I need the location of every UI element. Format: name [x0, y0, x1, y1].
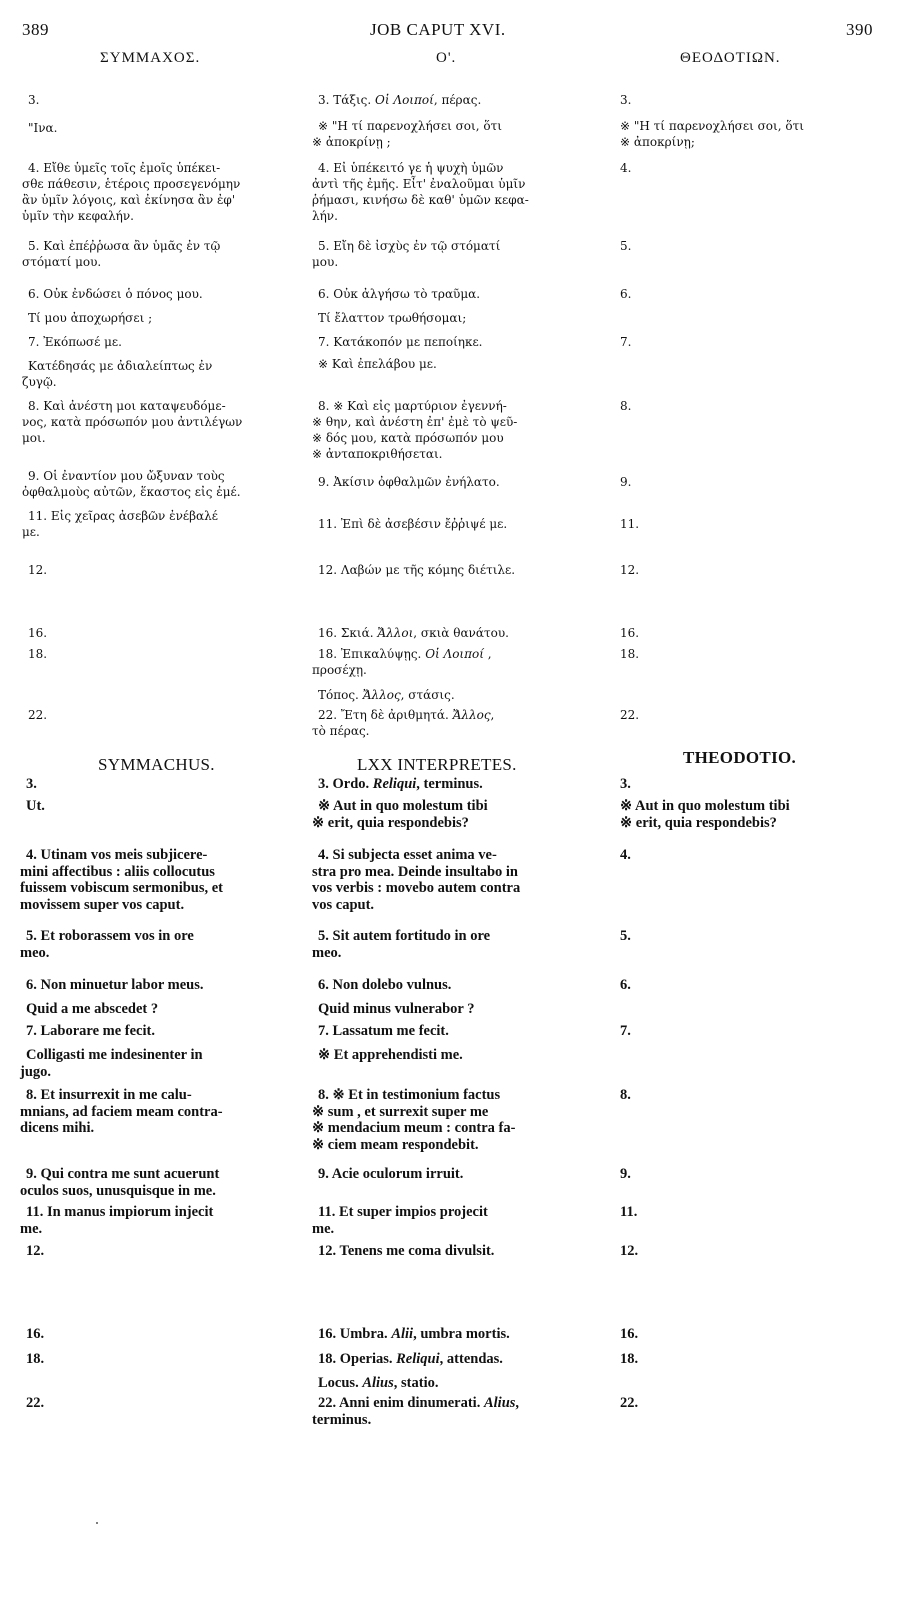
entry-line: ※ Aut in quo molestum tibi	[318, 798, 488, 814]
entry-line: 7.	[620, 335, 632, 349]
entry-line: Τί μου ἀποχωρήσει ;	[28, 311, 153, 325]
entry-line: ※ erit, quia respondebis?	[312, 814, 469, 831]
entry-line: stra pro mea. Deinde insultabo in	[312, 863, 518, 880]
entry-line: 9.	[620, 1166, 631, 1182]
entry-line: fuissem vobiscum sermonibus, et	[20, 880, 224, 896]
entry-line: 6.	[620, 287, 632, 301]
entry-line: λήν.	[312, 209, 338, 223]
entry-line: 16.	[26, 1326, 45, 1342]
entry-line: 22.	[620, 708, 640, 722]
entry-line: ※ "Η τί παρενοχλήσει σοι, ὅτι	[318, 119, 502, 133]
entry-line: ※ erit, quia respondebis?	[620, 814, 777, 831]
entry-line: meo.	[20, 944, 50, 961]
entry-line: ※ δός μου, κατὰ πρόσωπόν μου	[312, 431, 504, 445]
entry-line: 6. Οὐκ ἐνδώσει ὁ πόνος μου.	[28, 287, 203, 301]
entry-line: 9. Qui contra me sunt acuerunt	[26, 1166, 220, 1182]
entry-line: 18. Operias. Reliqui, attendas.	[318, 1351, 503, 1367]
entry-line: ※ sum , et surrexit super me	[312, 1103, 489, 1120]
entry-line: 8. ※ Et in testimonium factus	[318, 1087, 501, 1103]
entry-line: 16. Σκιά. Ἄλλοι, σκιὰ θανάτου.	[318, 626, 509, 640]
entry-line: "Ινα.	[28, 121, 58, 135]
entry-line: ※ ἀποκρίνῃ;	[620, 135, 695, 149]
entry-line: στόματί μου.	[22, 255, 102, 269]
entry-line: 22.	[26, 1395, 45, 1411]
entry-line: ※ mendacium meum : contra fa-	[312, 1120, 516, 1136]
entry-line: 3.	[28, 93, 40, 107]
entry-line: 18.	[28, 647, 48, 661]
entry-line: ζυγῷ.	[22, 375, 57, 389]
entry-line: ἂν ὑμῖν λόγοις, καὶ ἐκίνησα ἂν ἐφ'	[22, 193, 236, 207]
entry-line: 4. Εἴθε ὑμεῖς τοῖς ἐμοῖς ὑπέκει-	[28, 161, 221, 175]
entry-line: 16. Umbra. Alii, umbra mortis.	[318, 1326, 510, 1342]
entry-line: 22.	[28, 708, 48, 722]
entry-line: 3. Ordo. Reliqui, terminus.	[318, 776, 483, 792]
entry-line: me.	[312, 1220, 335, 1237]
entry-line: μοι.	[22, 431, 46, 445]
entry-line: ὑμῖν τὴν κεφαλήν.	[22, 209, 134, 223]
entry-line: 18.	[620, 1351, 639, 1367]
entry-line: 5.	[620, 239, 632, 253]
entry-line: Τόπος. Ἄλλος, στάσις.	[318, 688, 455, 702]
entry-line: 5. Sit autem fortitudo in ore	[318, 928, 491, 944]
entry-line: 16.	[620, 626, 640, 640]
entry-line: 5. Καὶ ἐπέῤῥωσα ἂν ὑμᾶς ἐν τῷ	[28, 239, 221, 253]
entry-line: Τί ἔλαττον τρωθήσομαι;	[318, 311, 467, 325]
entry-line: 7. Κατάκοπόν με πεποίηκε.	[318, 335, 483, 349]
entry-line: 7.	[620, 1023, 631, 1039]
entry-line: 8. ※ Καὶ εἰς μαρτύριον ἐγεννή-	[318, 399, 507, 413]
greek-title-symmachus: ΣΥΜΜΑΧΟΣ.	[100, 50, 201, 66]
entry-line: ὀφθαλμοὺς αὐτῶν, ἕκαστος εἰς ἐμέ.	[22, 485, 241, 499]
entry-line: 6. Non minuetur labor meus.	[26, 977, 204, 993]
entry-line: 12.	[620, 1243, 639, 1259]
entry-line: 9. Acie oculorum irruit.	[318, 1166, 464, 1182]
entry-line: 11.	[620, 517, 640, 531]
entry-line: oculos suos, unusquisque in me.	[20, 1182, 216, 1199]
entry-line: 11.	[620, 1204, 638, 1220]
entry-line: σθε πάθεσιν, ἑτέροις προσεγενόμην	[22, 177, 241, 191]
entry-line: 3.	[620, 93, 632, 107]
entry-line: 5.	[620, 928, 631, 944]
entry-line: 8. Καὶ ἀνέστη μοι καταψευδόμε-	[28, 399, 226, 413]
entry-line: 11. In manus impiorum injecit	[26, 1204, 214, 1220]
entry-line: 12.	[28, 563, 48, 577]
entry-line: vos verbis : movebo autem contra	[312, 880, 521, 896]
entry-line: 4.	[620, 161, 632, 175]
entry-line: 6.	[620, 977, 631, 993]
entry-line: 6. Οὐκ ἀλγήσω τὸ τραῦμα.	[318, 287, 481, 301]
latin-title-symmachus: SYMMACHUS.	[98, 755, 215, 774]
entry-line: vos caput.	[312, 896, 375, 913]
entry-line: 16.	[28, 626, 48, 640]
entry-line: dicens mihi.	[20, 1120, 95, 1136]
entry-line: 22. Anni enim dinumerati. Alius,	[318, 1395, 520, 1411]
entry-line: με.	[22, 525, 40, 539]
entry-line: 5. Εἴη δὲ ἰσχὺς ἐν τῷ στόματί	[318, 239, 501, 253]
entry-line: 22.	[620, 1395, 639, 1411]
entry-line: 3.	[620, 776, 631, 792]
entry-line: ※ Καὶ ἐπελάβου με.	[318, 357, 437, 371]
entry-line: ※ Aut in quo molestum tibi	[620, 798, 790, 814]
page-number-right: 390	[846, 20, 873, 39]
stray-dot	[96, 1522, 98, 1524]
entry-line: 12. Λαβών με τῆς κόμης διέτιλε.	[318, 563, 516, 577]
running-title: JOB CAPUT XVI.	[370, 20, 506, 39]
entry-line: ※ ἀποκρίνῃ ;	[312, 135, 391, 149]
entry-line: Locus. Alius, statio.	[318, 1375, 439, 1391]
entry-line: ※ ciem meam respondebit.	[312, 1136, 479, 1153]
entry-line: 11. Εἰς χεῖρας ἀσεβῶν ἐνέβαλέ	[28, 509, 218, 523]
entry-line: 9.	[620, 475, 632, 489]
entry-line: Colligasti me indesinenter in	[26, 1047, 203, 1063]
entry-line: 8.	[620, 399, 632, 413]
entry-line: me.	[20, 1220, 43, 1237]
entry-line: 11. Et super impios projecit	[318, 1204, 488, 1220]
entry-line: τὸ πέρας.	[312, 724, 370, 738]
entry-line: Κατέδησάς με ἀδιαλείπτως ἐν	[28, 359, 213, 373]
entry-line: 8. Et insurrexit in me calu-	[26, 1087, 192, 1103]
entry-line: 9. Οἱ ἐναντίον μου ὤξυναν τοὺς	[28, 469, 225, 483]
entry-line: 7. Ἐκόπωσέ με.	[28, 335, 122, 349]
entry-line: 7. Lassatum me fecit.	[318, 1023, 449, 1039]
entry-line: 8.	[620, 1087, 631, 1103]
entry-line: 5. Et roborassem vos in ore	[26, 928, 194, 944]
entry-line: 12.	[26, 1243, 45, 1259]
entry-line: 6. Non dolebo vulnus.	[318, 977, 452, 993]
entry-line: jugo.	[20, 1063, 52, 1080]
entry-line: mnians, ad faciem meam contra-	[20, 1103, 223, 1120]
latin-title-theodotion: THEODOTIO.	[683, 748, 797, 767]
entry-line: Quid minus vulnerabor ?	[318, 1001, 475, 1017]
entry-line: mini affectibus : aliis collocutus	[20, 863, 215, 880]
entry-line: 3.	[26, 776, 37, 792]
page-number-left: 389	[22, 20, 49, 39]
entry-line: μου.	[312, 255, 339, 269]
entry-line: 9. Ἀκίσιν ὀφθαλμῶν ἐνήλατο.	[318, 475, 500, 489]
entry-line: ἀντὶ τῆς ἐμῆς. Εἶτ' ἐναλοῦμαι ὑμῖν	[312, 177, 526, 191]
entry-line: 7. Laborare me fecit.	[26, 1023, 155, 1039]
entry-line: ※ θην, καὶ ἀνέστη ἐπ' ἐμὲ τὸ ψεῦ-	[312, 415, 518, 429]
entry-line: ※ "Η τί παρενοχλήσει σοι, ὅτι	[620, 119, 804, 133]
entry-line: ῥήμασι, κινήσω δὲ καθ' ὑμῶν κεφα-	[312, 193, 529, 207]
entry-line: προσέχῃ.	[312, 663, 367, 677]
entry-line: 12. Tenens me coma divulsit.	[318, 1243, 495, 1259]
entry-line: meo.	[312, 944, 342, 961]
entry-line: 18.	[620, 647, 640, 661]
entry-line: 4. Εἰ ὑπέκειτό γε ἡ ψυχὴ ὑμῶν	[318, 161, 504, 175]
greek-title-theodotion: ΘΕΟΔΟΤΙΩΝ.	[680, 50, 781, 66]
entry-line: Quid a me abscedet ?	[26, 1001, 159, 1017]
entry-line: 4. Si subjecta esset anima ve-	[318, 847, 497, 863]
entry-line: νος, κατὰ πρόσωπόν μου ἀντιλέγων	[22, 415, 243, 429]
greek-title-lxx: Ο'.	[436, 50, 457, 66]
entry-line: 18. Ἐπικαλύψῃς. Οἱ Λοιποί ,	[318, 647, 492, 661]
entry-line: 11. Ἐπὶ δὲ ἀσεβέσιν ἔῤῥιψέ με.	[318, 517, 508, 531]
entry-line: 4. Utinam vos meis subjicere-	[26, 847, 208, 863]
entry-line: 3. Τάξις. Οἱ Λοιποί, πέρας.	[318, 93, 482, 107]
entry-line: ※ ἀνταποκριθήσεται.	[312, 447, 443, 461]
entry-line: ※ Et apprehendisti me.	[318, 1047, 463, 1063]
entry-line: 12.	[620, 563, 640, 577]
entry-line: 16.	[620, 1326, 639, 1342]
entry-line: 22. Ἔτη δὲ ἀριθμητά. Ἄλλος,	[318, 708, 495, 722]
entry-line: terminus.	[312, 1411, 372, 1428]
entry-line: movissem super vos caput.	[20, 896, 185, 913]
entry-line: 4.	[620, 847, 631, 863]
entry-line: 18.	[26, 1351, 45, 1367]
latin-title-lxx: LXX INTERPRETES.	[357, 755, 517, 774]
entry-line: Ut.	[26, 798, 45, 814]
